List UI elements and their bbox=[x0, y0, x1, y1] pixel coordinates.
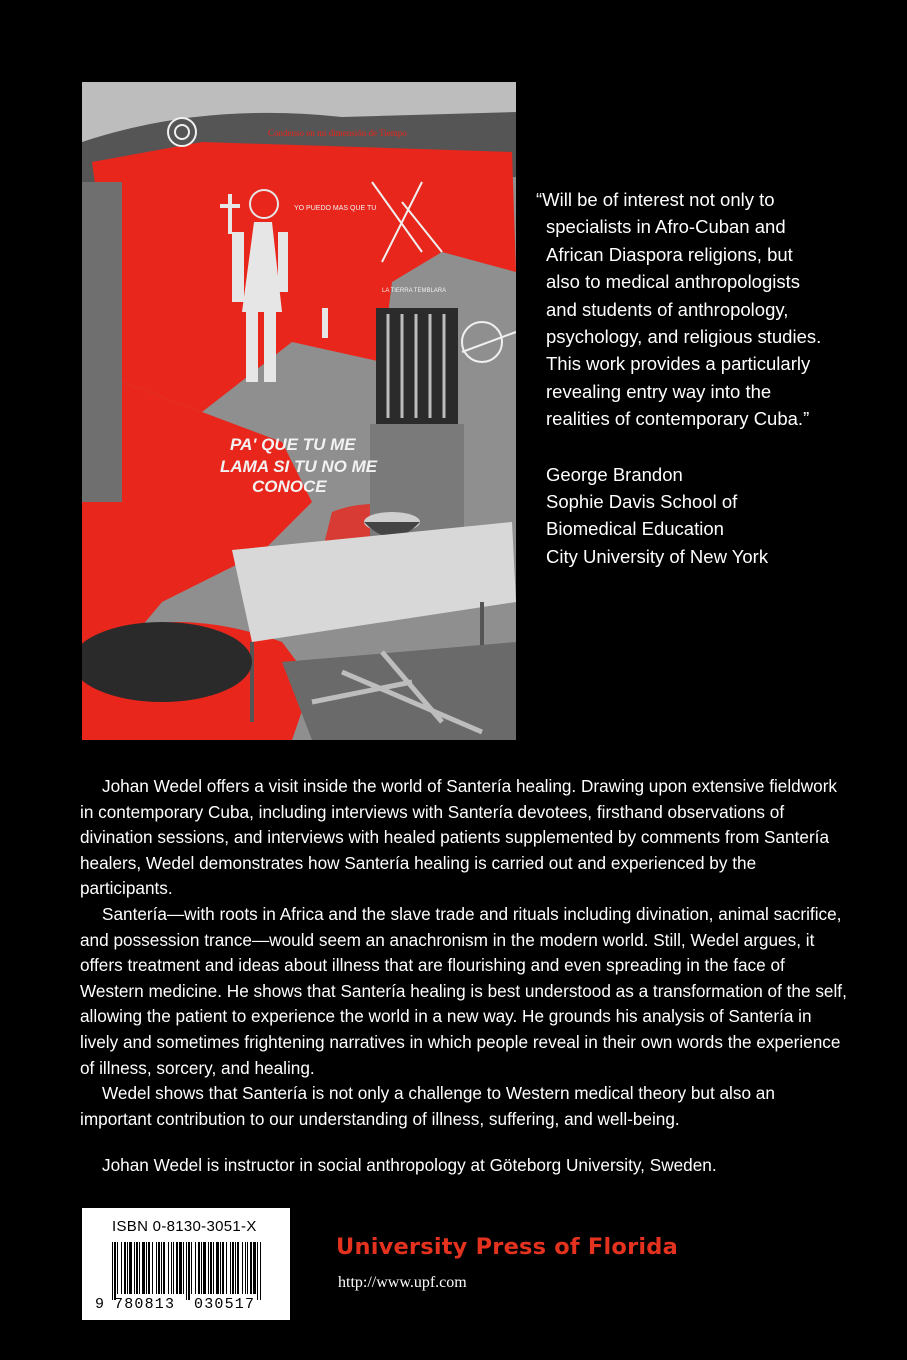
wall-slogan-line-2: LAMA SI TU NO ME bbox=[220, 457, 378, 476]
quote-line: psychology, and religious studies. bbox=[546, 326, 822, 348]
publisher-url[interactable]: http://www.upf.com bbox=[338, 1274, 467, 1291]
endorser-affiliation: City University of New York bbox=[546, 545, 769, 567]
barcode-bar bbox=[245, 1242, 246, 1294]
barcode-bar bbox=[191, 1242, 192, 1294]
wall-top-caption: Condenso en mi dimensión de Tiempo bbox=[268, 128, 407, 138]
barcode-bar bbox=[163, 1242, 165, 1294]
barcode-bar bbox=[260, 1242, 261, 1300]
quote-line: realities of contemporary Cuba.” bbox=[546, 408, 810, 430]
description-paragraph: Johan Wedel offers a visit inside the world of Santería healing. Drawing upon extensive fieldwork in contemporary Cuba, including interviews with Santería devotees, firsthand observations of divination sessions, and interviews with healed patients supplemented by comments from Santería healers, Wedel demonstrates how Santería healing is carried out and experienced by the participants. bbox=[80, 776, 838, 899]
barcode-bar bbox=[201, 1242, 202, 1294]
description-paragraph: Wedel shows that Santería is not only a challenge to Western medical theory but also an important contribution to our understanding of illness, suffering, and well-being. bbox=[80, 1083, 775, 1129]
barcode-bar bbox=[232, 1242, 234, 1294]
barcode-bar bbox=[146, 1242, 147, 1294]
ean-right-digits: 030517 bbox=[194, 1296, 256, 1313]
barcode-bar bbox=[139, 1242, 140, 1294]
isbn-barcode bbox=[82, 1208, 290, 1320]
wall-slogan-line-1: PA' QUE TU ME bbox=[230, 435, 356, 454]
barcode-bar bbox=[112, 1242, 113, 1300]
barcode-bar bbox=[203, 1242, 206, 1294]
barcode-bar bbox=[208, 1242, 209, 1294]
barcode-bar bbox=[148, 1242, 150, 1294]
book-description bbox=[80, 774, 850, 1179]
barcode-bar bbox=[161, 1242, 162, 1294]
barcode-bar bbox=[247, 1242, 248, 1294]
barcode-bar bbox=[158, 1242, 160, 1294]
endorsement-attribution bbox=[536, 461, 866, 571]
barcode-bar bbox=[230, 1242, 231, 1294]
quote-line: and students of anthropology, bbox=[546, 298, 789, 320]
endorser-affiliation: Sophie Davis School of bbox=[546, 491, 738, 513]
barcode-bar bbox=[117, 1242, 118, 1294]
barcode-bar bbox=[213, 1242, 214, 1294]
barcode-bar bbox=[188, 1242, 190, 1300]
author-bio: Johan Wedel is instructor in social anthropology at Göteborg University, Sweden. bbox=[102, 1155, 717, 1176]
barcode-bar bbox=[124, 1242, 126, 1294]
barcode-bar bbox=[242, 1242, 243, 1294]
quote-line: also to medical anthropologists bbox=[546, 271, 801, 293]
barcode-bar bbox=[220, 1242, 221, 1294]
barcode-bar bbox=[216, 1242, 219, 1294]
quote-line: revealing entry way into the bbox=[546, 380, 772, 402]
wall-side-caption: LA TIERRA TEMBLARA bbox=[382, 288, 447, 294]
isbn-label: ISBN 0-8130-3051-X bbox=[112, 1218, 257, 1235]
description-paragraph: Santería—with roots in Africa and the slave trade and rituals including divination, animal sacrifice, and possession trance—would seem an anachronism in the modern world. Still, Wedel argues, it offers treatment and ideas about illness that are flourishing and even spreading in the face of Western medicine. He shows that Santería healing is best understood as a transformation of the self, allowing the patient to experience the world in a new way. He grounds his analysis of Santería in lively and sometimes frightening narratives in which people reveal in their own words the experience of illness, sorcery, and healing. bbox=[80, 903, 847, 1078]
ean-first-digit: 9 bbox=[95, 1296, 105, 1313]
barcode-bar bbox=[237, 1242, 239, 1294]
barcode-bar bbox=[121, 1242, 122, 1294]
ean-left-digits: 780813 bbox=[114, 1296, 176, 1313]
endorsement-quote bbox=[536, 186, 866, 433]
barcode-bar bbox=[152, 1242, 153, 1294]
barcode-bar bbox=[127, 1242, 128, 1294]
barcode-bar bbox=[176, 1242, 178, 1294]
barcode-bars bbox=[110, 1242, 266, 1300]
wall-slogan-line-3: CONOCE bbox=[252, 477, 327, 496]
barcode-bar bbox=[250, 1242, 252, 1294]
barcode-bar bbox=[179, 1242, 182, 1294]
barcode-bar bbox=[186, 1242, 187, 1300]
cover-photo bbox=[82, 82, 516, 740]
barcode-bar bbox=[198, 1242, 200, 1294]
quote-line: African Diaspora religions, but bbox=[546, 243, 793, 265]
barcode-bar bbox=[222, 1242, 224, 1294]
publisher-name: University Press of Florida bbox=[336, 1234, 678, 1260]
barcode-bar bbox=[235, 1242, 236, 1294]
endorser-name: George Brandon bbox=[546, 463, 683, 485]
barcode-bar bbox=[142, 1242, 145, 1294]
barcode-bar bbox=[173, 1242, 174, 1294]
barcode-bar bbox=[129, 1242, 132, 1294]
wall-figure-caption: YO PUEDO MAS QUE TU bbox=[294, 205, 377, 212]
barcode-bar bbox=[257, 1242, 258, 1300]
barcode-bar bbox=[168, 1242, 169, 1294]
endorsement-blurb bbox=[536, 186, 866, 570]
barcode-bar bbox=[226, 1242, 227, 1294]
barcode-bar bbox=[253, 1242, 256, 1294]
barcode-bar bbox=[134, 1242, 135, 1294]
barcode-bar bbox=[183, 1242, 184, 1294]
quote-line: This work provides a particularly bbox=[546, 353, 811, 375]
quote-line: “Will be of interest not only to bbox=[536, 189, 775, 210]
barcode-bar bbox=[136, 1242, 138, 1294]
santeria-wall-illustration bbox=[82, 82, 516, 740]
endorser-affiliation: Biomedical Education bbox=[546, 518, 724, 540]
barcode-bar bbox=[210, 1242, 212, 1294]
barcode-bar bbox=[156, 1242, 157, 1294]
barcode-bar bbox=[114, 1242, 116, 1300]
barcode-bar bbox=[195, 1242, 196, 1294]
barcode-bar bbox=[171, 1242, 172, 1294]
quote-line: specialists in Afro-Cuban and bbox=[546, 216, 786, 238]
